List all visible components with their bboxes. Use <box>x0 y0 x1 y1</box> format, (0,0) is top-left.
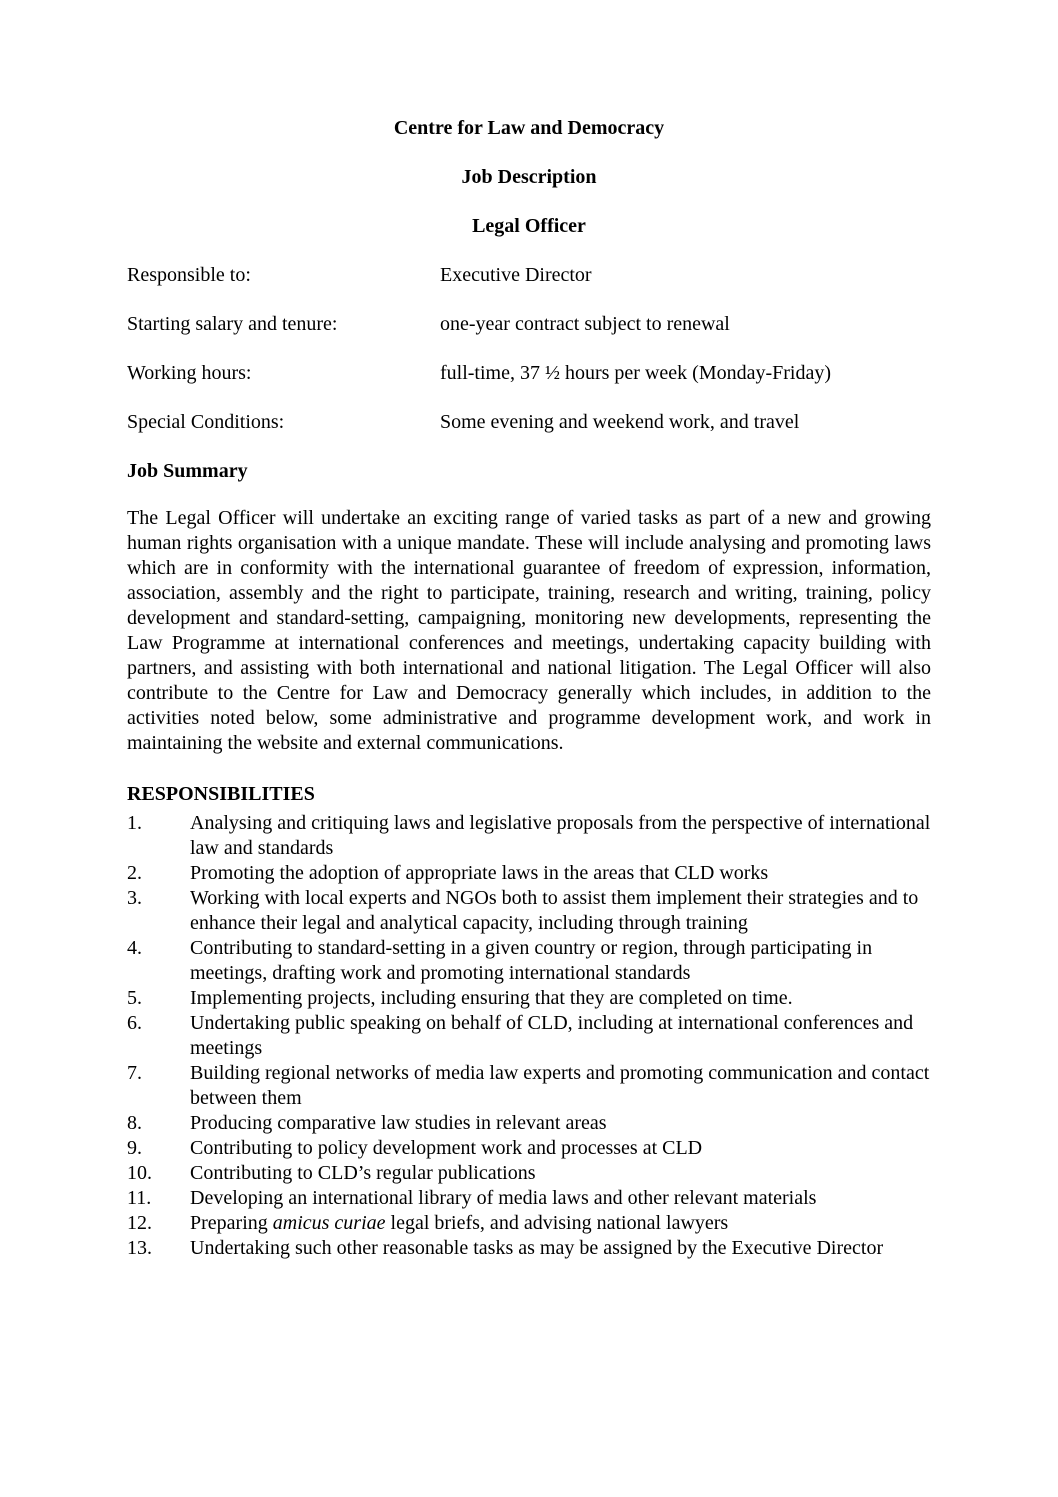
item-number: 2. <box>127 862 142 884</box>
responsibility-item-4 <box>127 936 931 986</box>
item-number: 7. <box>127 1062 142 1084</box>
meta-label: Responsible to: <box>127 264 251 286</box>
responsibility-item-2 <box>127 861 931 886</box>
item-text: Promoting the adoption of appropriate laws in the areas that CLD works <box>190 862 769 884</box>
item-text-segment: legal briefs, and advising national lawyers <box>385 1212 729 1234</box>
meta-row-special-conditions <box>127 410 931 435</box>
meta-value: full-time, 37 ½ hours per week (Monday-Friday) <box>440 362 832 384</box>
item-text: Undertaking public speaking on behalf of CLD, including at international conferences and meetings <box>190 1012 914 1059</box>
item-number: 8. <box>127 1112 142 1134</box>
meta-value: Some evening and weekend work, and travel <box>440 411 800 433</box>
item-number: 12. <box>127 1212 152 1234</box>
responsibility-item-7 <box>127 1061 931 1111</box>
item-text: Building regional networks of media law experts and promoting communication and contact between them <box>190 1062 930 1109</box>
item-text-segment: Preparing <box>190 1212 273 1234</box>
item-text: Contributing to policy development work and processes at CLD <box>190 1137 703 1159</box>
meta-row-salary-tenure <box>127 312 931 337</box>
responsibilities-heading: RESPONSIBILITIES <box>127 783 315 805</box>
responsibility-item-5 <box>127 986 931 1011</box>
responsibility-item-8 <box>127 1111 931 1136</box>
item-number: 6. <box>127 1012 142 1034</box>
item-number: 3. <box>127 887 142 909</box>
job-summary-heading: Job Summary <box>127 460 248 482</box>
responsibility-item-9 <box>127 1136 931 1161</box>
item-text <box>190 1211 931 1236</box>
meta-value: Executive Director <box>440 264 592 286</box>
meta-row-working-hours <box>127 361 931 386</box>
doc-type-title: Job Description <box>461 166 597 188</box>
responsibility-item-6 <box>127 1011 931 1061</box>
org-title: Centre for Law and Democracy <box>393 117 665 139</box>
job-summary-paragraph: The Legal Officer will undertake an exciting range of varied tasks as part of a new and growing human rights organisation with a unique mandate. These will include analysing and promoting laws which are in conformity with the international guarantee of freedom of expression, information, association, assembly and the right to participate, training, research and writing, training, policy development and standard-setting, campaigning, monitoring new developments, representing the Law Programme at international conferences and meetings, undertaking capacity building with partners, and assisting with both international and national litigation. The Legal Officer will also contribute to the Centre for Law and Democracy generally which includes, in addition to the activities noted below, some administrative and programme development work, and work in maintaining the website and external communications. <box>127 507 931 754</box>
item-text-italic-latin-phrase: amicus curiae <box>272 1212 386 1234</box>
item-text: Contributing to standard-setting in a given country or region, through participating in meetings, drafting work and promoting international standards <box>190 937 873 984</box>
item-number: 9. <box>127 1137 142 1159</box>
item-number: 13. <box>127 1237 152 1259</box>
item-text: Contributing to CLD’s regular publications <box>190 1162 536 1184</box>
item-text: Analysing and critiquing laws and legislative proposals from the perspective of international law and standards <box>190 812 931 859</box>
responsibilities-list <box>127 811 931 1261</box>
meta-value: one-year contract subject to renewal <box>440 313 730 335</box>
item-number: 11. <box>127 1187 152 1209</box>
responsibility-item-12 <box>127 1211 931 1236</box>
meta-label: Starting salary and tenure: <box>127 313 338 335</box>
item-text: Developing an international library of media laws and other relevant materials <box>190 1187 817 1209</box>
item-number: 1. <box>127 812 142 834</box>
responsibility-item-10 <box>127 1161 931 1186</box>
responsibility-item-11 <box>127 1186 931 1211</box>
meta-label: Special Conditions: <box>127 411 285 433</box>
item-text: Producing comparative law studies in relevant areas <box>190 1112 607 1134</box>
meta-row-responsible-to <box>127 263 931 288</box>
item-number: 5. <box>127 987 142 1009</box>
responsibility-item-13 <box>127 1236 931 1261</box>
item-number: 10. <box>127 1162 152 1184</box>
position-title: Legal Officer <box>472 215 586 237</box>
item-text: Implementing projects, including ensuring that they are completed on time. <box>190 987 793 1009</box>
responsibility-item-3 <box>127 886 931 936</box>
meta-label: Working hours: <box>127 362 252 384</box>
item-text: Undertaking such other reasonable tasks as may be assigned by the Executive Director <box>190 1237 884 1259</box>
item-number: 4. <box>127 937 142 959</box>
responsibility-item-1 <box>127 811 931 861</box>
item-text: Working with local experts and NGOs both to assist them implement their strategies and to enhance their legal and analytical capacity, including through training <box>190 887 919 934</box>
